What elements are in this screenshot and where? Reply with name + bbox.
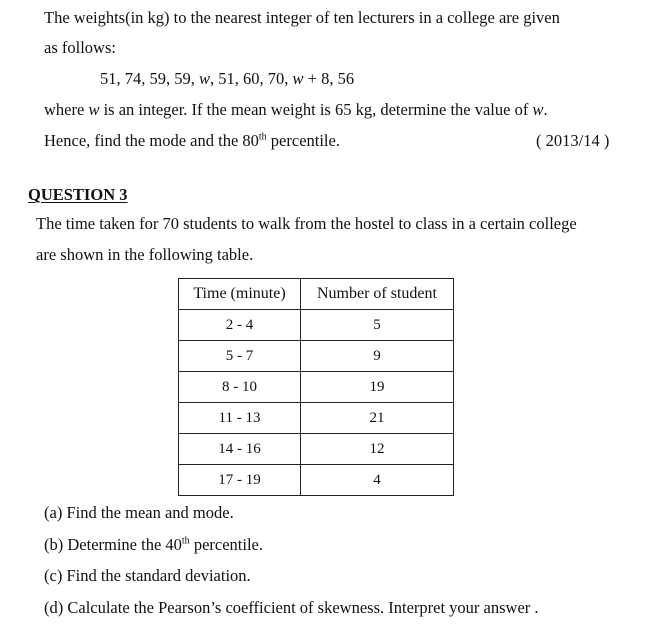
table-row (179, 465, 454, 496)
q2-text-part: . (543, 100, 548, 119)
table-header-row (179, 279, 454, 310)
cell-time: 5 - 7 (179, 341, 301, 372)
q2-text-part: is an integer. If the mean weight is 65 kg, determine the value of (99, 100, 533, 119)
q2-text-line-2: as follows: (44, 38, 116, 57)
q2-text-var: w (532, 100, 544, 119)
q2-data-var: w (292, 69, 304, 88)
header-time: Time (minute) (179, 279, 301, 310)
q2-text-line-4 (44, 100, 548, 120)
table-row (179, 434, 454, 465)
frequency-table (178, 278, 454, 496)
q2-data-part: , 51, 60, 70, (210, 69, 293, 88)
header-count: Number of student (301, 279, 454, 310)
cell-time: 14 - 16 (179, 434, 301, 465)
q3-intro-line-1: The time taken for 70 students to walk from the hostel to class in a certain college (36, 214, 577, 233)
q2-data-values (100, 69, 354, 89)
table-row (179, 341, 454, 372)
q3-part-b-text: (b) Determine the 40 (44, 535, 182, 554)
cell-count: 19 (301, 372, 454, 403)
cell-time: 2 - 4 (179, 310, 301, 341)
q3-part-b-text: percentile. (189, 535, 263, 554)
q2-text-line-5 (44, 131, 340, 151)
q3-part-b-superscript: th (181, 535, 190, 547)
q2-text-part: percentile. (266, 131, 340, 150)
cell-time: 17 - 19 (179, 465, 301, 496)
q3-part-c: (c) Find the standard deviation. (44, 566, 251, 585)
q2-text-part: where (44, 100, 89, 119)
q2-data-var: w (199, 69, 211, 88)
cell-time: 8 - 10 (179, 372, 301, 403)
cell-count: 5 (301, 310, 454, 341)
q2-superscript: th (258, 131, 267, 143)
q3-part-b (44, 535, 263, 555)
q2-text-line-1: The weights(in kg) to the nearest integer of ten lecturers in a college are given (44, 8, 560, 27)
table-row (179, 310, 454, 341)
cell-count: 4 (301, 465, 454, 496)
q2-data-part: + 8, 56 (303, 69, 355, 88)
q2-data-part: 51, 74, 59, 59, (100, 69, 199, 88)
q3-part-a: (a) Find the mean and mode. (44, 503, 234, 522)
q2-text-var: w (88, 100, 100, 119)
q3-part-d: (d) Calculate the Pearson’s coefficient of skewness. Interpret your answer . (44, 598, 539, 617)
cell-count: 9 (301, 341, 454, 372)
q2-year: ( 2013/14 ) (536, 131, 610, 150)
cell-time: 11 - 13 (179, 403, 301, 434)
cell-count: 21 (301, 403, 454, 434)
q2-text-part: Hence, find the mode and the 80 (44, 131, 259, 150)
q3-heading: QUESTION 3 (28, 185, 128, 204)
q3-intro-line-2: are shown in the following table. (36, 245, 254, 264)
table-row (179, 403, 454, 434)
table-row (179, 372, 454, 403)
cell-count: 12 (301, 434, 454, 465)
